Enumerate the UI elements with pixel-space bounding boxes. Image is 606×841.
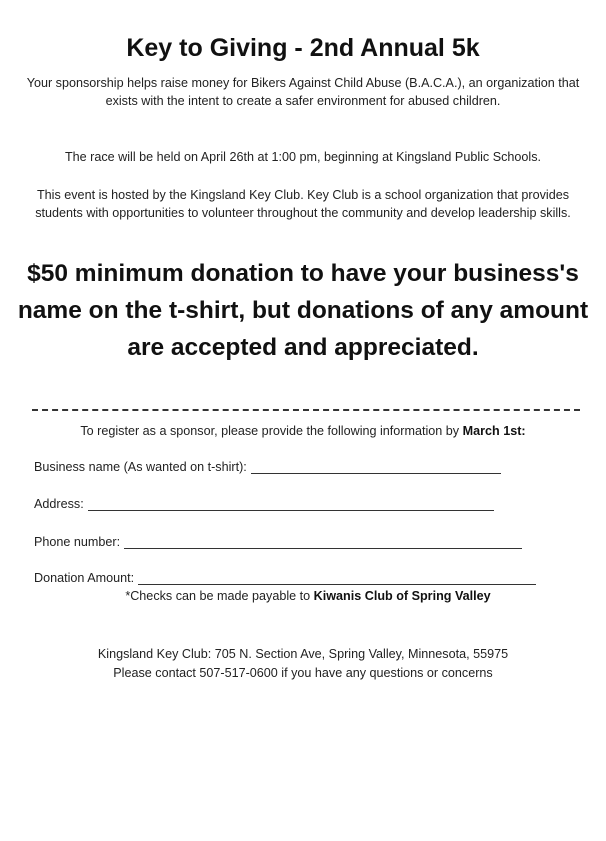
deadline-text: March 1st: <box>462 424 526 438</box>
footer-contact: Please contact 507-517-0600 if you have any questions or concerns <box>113 666 493 680</box>
address-blank[interactable] <box>88 498 494 511</box>
dashed-divider <box>32 409 580 411</box>
checks-text: *Checks can be made payable to <box>125 589 314 603</box>
intro-paragraph: Your sponsorship helps raise money for Bikers Against Child Abuse (B.A.C.A.), an organization that exists with the intent to create a safer environment for abused children. <box>26 76 580 108</box>
page-title: Key to Giving - 2nd Annual 5k <box>126 34 480 62</box>
donation-amount-field[interactable] <box>34 571 536 585</box>
checks-note <box>0 589 606 603</box>
race-info-paragraph: The race will be held on April 26th at 1:00 pm, beginning at Kingsland Public Schools. <box>64 150 542 164</box>
host-info-paragraph: This event is hosted by the Kingsland Key Club. Key Club is a school organization that provides students with opportunities to volunteer throughout the community and develop leadership skills. <box>35 188 571 220</box>
footer-address: Kingsland Key Club: 705 N. Section Ave, Spring Valley, Minnesota, 55975 <box>97 647 509 661</box>
donation-amount-blank[interactable] <box>138 572 536 585</box>
business-name-field[interactable] <box>34 460 501 474</box>
phone-label: Phone number: <box>34 535 121 549</box>
phone-blank[interactable] <box>124 536 522 549</box>
phone-field[interactable] <box>34 535 522 549</box>
footer <box>0 645 606 683</box>
address-field[interactable] <box>34 497 494 511</box>
checks-payee: Kiwanis Club of Spring Valley <box>313 589 491 603</box>
business-name-label: Business name (As wanted on t-shirt): <box>34 460 247 474</box>
business-name-blank[interactable] <box>251 461 501 474</box>
address-label: Address: <box>34 497 84 511</box>
donation-amount-label: Donation Amount: <box>34 571 135 585</box>
donation-headline: $50 minimum donation to have your business's name on the t-shirt, but donations of any amount are accepted and appreciated. <box>17 260 589 361</box>
registration-instructions <box>0 424 606 438</box>
instructions-text: To register as a sponsor, please provide the following information by <box>80 424 463 438</box>
